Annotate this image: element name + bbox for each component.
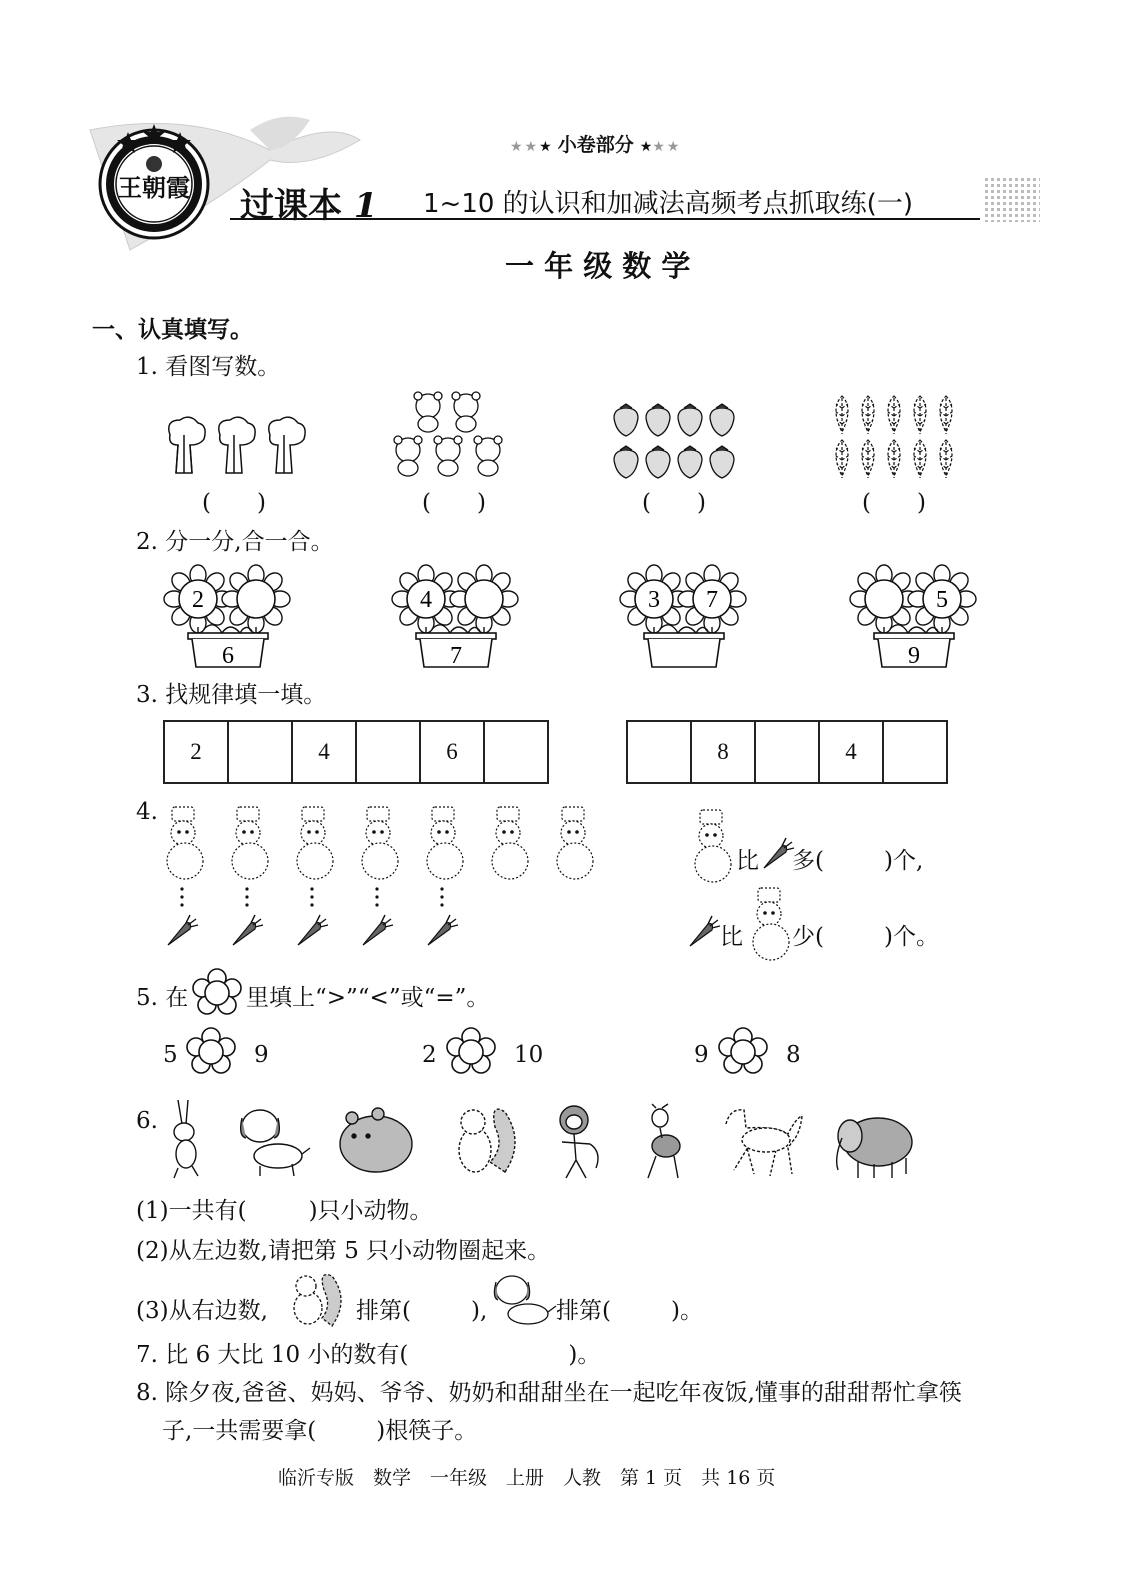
sequence-cell[interactable] xyxy=(228,721,292,783)
q6-p3 xyxy=(136,1296,268,1326)
cabbage-icon xyxy=(160,415,310,480)
snowman-icon xyxy=(746,886,791,961)
carrot-icon xyxy=(298,887,328,945)
compare-value: 5 xyxy=(163,1042,178,1068)
bear-icon xyxy=(340,1108,412,1172)
flower-answer-icon[interactable] xyxy=(446,1028,498,1078)
compare-value: 2 xyxy=(422,1042,437,1068)
lesson-number: 1 xyxy=(353,186,378,226)
monkey-icon xyxy=(560,1106,598,1178)
q7-text: 7. 比 6 大比 10 小的数有( xyxy=(136,1342,409,1368)
q5-label: 5. 在 xyxy=(136,985,189,1011)
sequence-cell[interactable]: 6 xyxy=(420,721,484,783)
compare-value: 8 xyxy=(786,1042,801,1068)
svg-text:王朝霞: 王朝霞 xyxy=(118,173,190,202)
sequence-cell[interactable]: 4 xyxy=(819,721,883,783)
bear-icon xyxy=(390,392,510,482)
star-icon: ★ xyxy=(639,139,653,155)
pot-right-number[interactable]: 7 xyxy=(706,587,718,613)
snowman-icon xyxy=(362,807,398,879)
snowman-icon xyxy=(688,808,733,883)
strawberry-icon xyxy=(612,402,742,482)
q5-label: 里填上“>”“<”或“=”。 xyxy=(246,985,490,1011)
q6-p1 xyxy=(136,1196,433,1226)
flower-pot xyxy=(846,563,986,673)
horse-icon xyxy=(726,1110,802,1176)
pot-total-number[interactable]: 7 xyxy=(450,643,462,669)
dot-pattern-decoration xyxy=(985,178,1040,222)
compare-value: 10 xyxy=(514,1042,544,1068)
flower-pot xyxy=(160,563,300,673)
q4-compare-text: 比 xyxy=(736,848,759,874)
q6-p1-text: (1)一共有( xyxy=(136,1198,247,1224)
q7-text: )。 xyxy=(568,1342,601,1368)
sequence-cell[interactable]: 2 xyxy=(164,721,228,783)
flower-pot xyxy=(388,563,528,673)
carrot-icon xyxy=(686,916,724,950)
pot-total-number[interactable]: 9 xyxy=(908,643,920,669)
sequence-table-1 xyxy=(163,720,549,784)
lesson-label: 过课本 xyxy=(240,186,342,226)
q4-compare-text: )个, xyxy=(884,848,924,874)
q6-p2: (2)从左边数,请把第 5 只小动物圈起来。 xyxy=(136,1238,551,1264)
snowmen-carrots-figure xyxy=(160,805,600,955)
grade-subject: 一 年 级 数 学 xyxy=(505,249,691,283)
carrot-icon xyxy=(168,887,198,945)
q6-p3-text: ), xyxy=(470,1298,488,1324)
q3-label: 3. 找规律填一填。 xyxy=(136,682,327,708)
snowman-icon xyxy=(557,807,593,879)
q6-p3-text: 排第( xyxy=(556,1298,611,1324)
q1-blank[interactable]: ( ) xyxy=(422,490,486,516)
q8-text: 子,一共需要拿( xyxy=(162,1418,317,1444)
animals-row xyxy=(160,1098,920,1180)
flower-answer-icon[interactable] xyxy=(186,1028,238,1078)
q1-blank[interactable]: ( ) xyxy=(642,490,706,516)
pot-left-number[interactable]: 4 xyxy=(420,587,432,613)
sequence-cell[interactable]: 4 xyxy=(292,721,356,783)
sequence-cell[interactable] xyxy=(883,721,947,783)
carrot-icon xyxy=(363,887,393,945)
sequence-cell[interactable] xyxy=(627,721,691,783)
snowman-icon xyxy=(297,807,333,879)
sequence-table-2 xyxy=(626,720,948,784)
flower-pot xyxy=(616,563,756,673)
carrot-icon xyxy=(428,887,458,945)
dog-icon xyxy=(241,1110,310,1176)
q1-blank[interactable]: ( ) xyxy=(202,490,266,516)
pot-left-number[interactable]: 2 xyxy=(192,587,204,613)
q1-blank[interactable]: ( ) xyxy=(862,490,926,516)
snowman-icon xyxy=(427,807,463,879)
carrot-icon xyxy=(233,887,263,945)
pot-left-number[interactable]: 3 xyxy=(648,587,660,613)
logo-seal xyxy=(98,128,210,240)
q4-label: 4. xyxy=(136,799,158,825)
q1-label: 1. 看图写数。 xyxy=(136,354,281,380)
flower-icon xyxy=(192,969,244,1017)
q2-label: 2. 分一分,合一合。 xyxy=(136,529,334,555)
dog-icon xyxy=(492,1274,558,1328)
compare-value: 9 xyxy=(254,1042,269,1068)
q6-p3-text: (3)从右边数, xyxy=(136,1298,268,1324)
q6-p1-text: )只小动物。 xyxy=(308,1198,433,1224)
compare-value: 9 xyxy=(694,1042,709,1068)
page-footer: 临沂专版 数学 一年级 上册 人教 第 1 页 共 16 页 xyxy=(278,1467,776,1489)
q8-line1: 8. 除夕夜,爸爸、妈妈、爷爷、奶奶和甜甜坐在一起吃年夜饭,懂事的甜甜帮忙拿筷 xyxy=(136,1380,962,1406)
pot-total-number[interactable]: 6 xyxy=(222,643,234,669)
section-title: 一、认真填写。 xyxy=(92,317,253,343)
q6-p3-text: 排第( xyxy=(356,1298,411,1324)
star-icon: ★★ xyxy=(652,139,682,155)
squirrel-icon xyxy=(459,1109,515,1172)
snowman-icon xyxy=(167,807,203,879)
q8-text: )根筷子。 xyxy=(376,1418,478,1444)
star-icon: ★ xyxy=(539,139,552,155)
q4-compare-text: 多( xyxy=(792,848,824,874)
squirrel-icon xyxy=(286,1270,348,1330)
flower-answer-icon[interactable] xyxy=(718,1028,770,1078)
elephant-icon xyxy=(837,1118,912,1178)
lesson-title: 1~10 的认识和加减法高频考点抓取练(一) xyxy=(423,189,913,219)
subtitle: 小卷部分 xyxy=(557,134,634,156)
q4-compare-text: )个。 xyxy=(884,924,939,950)
sequence-cell[interactable]: 8 xyxy=(691,721,755,783)
q6-p3-text: )。 xyxy=(670,1298,703,1324)
pot-right-number[interactable]: 5 xyxy=(936,587,948,613)
sequence-cell[interactable] xyxy=(484,721,548,783)
deer-icon xyxy=(648,1104,680,1178)
snowman-icon xyxy=(492,807,528,879)
q4-compare-text: 少( xyxy=(792,924,824,950)
star-icon: ★★ xyxy=(510,139,540,155)
q4-compare-text: 比 xyxy=(720,924,743,950)
sequence-cell[interactable] xyxy=(356,721,420,783)
sequence-cell[interactable] xyxy=(755,721,819,783)
rabbit-icon xyxy=(174,1100,198,1178)
snowman-icon xyxy=(232,807,268,879)
leaf-icon xyxy=(830,394,960,482)
q6-label: 6. xyxy=(136,1108,158,1134)
